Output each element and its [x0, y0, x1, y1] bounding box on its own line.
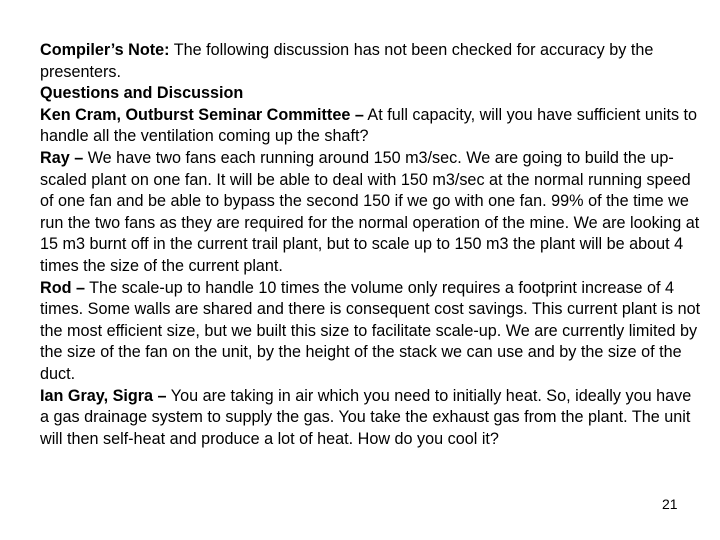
question-ian-gray-text: You are taking in air which you need to initially heat. So, ideally you have a gas drainage system to supply the gas. You take the exhaust gas from the plant. The unit will then self-heat and produce a lot of heat. How do you cool it? — [40, 386, 692, 448]
compilers-note-text: The following discussion has not been checked for accuracy by the presenters. — [40, 41, 654, 81]
document-body — [40, 40, 704, 450]
question-ken-cram-paragraph — [40, 105, 704, 148]
answer-rod-paragraph — [40, 278, 704, 386]
speaker-ian-gray: Ian Gray, Sigra – — [40, 386, 167, 405]
speaker-ray: Ray – — [40, 148, 84, 167]
question-ian-gray-paragraph — [40, 386, 704, 451]
answer-ray-paragraph — [40, 148, 704, 278]
compilers-note-paragraph — [40, 40, 704, 83]
question-ken-cram-text: At full capacity, will you have sufficient units to handle all the ventilation coming up the shaft? — [40, 105, 698, 146]
answer-rod-text: The scale-up to handle 10 times the volume only requires a footprint increase of 4 times. Some walls are shared and there is consequent cost savings. This current plant is not the most efficient size, but we built this size to facilitate scale-up. We are currently limited by the size of the fan on the unit, by the height of the stack we can use and by the size of the duct. — [40, 278, 701, 383]
page-number: 21 — [662, 496, 678, 512]
answer-ray-text: We have two fans each running around 150 m3/sec. We are going to build the up-scaled plant on one fan. It will be able to deal with 150 m3/sec at the normal running speed of one fan and be able to bypass the second 150 if we go with one fan. 99% of the time we run the two fans as they are required for the normal operation of the mine. We are looking at 15 m3 burnt off in the current trail plant, but to scale up to 150 m3 the plant will be about 4 times the size of the current plant. — [40, 148, 700, 275]
section-heading-paragraph — [40, 83, 704, 105]
speaker-rod: Rod – — [40, 278, 85, 297]
compilers-note-label: Compiler’s Note: — [40, 41, 170, 59]
section-heading: Questions and Discussion — [40, 84, 244, 103]
speaker-ken-cram: Ken Cram, Outburst Seminar Committee – — [40, 105, 364, 124]
